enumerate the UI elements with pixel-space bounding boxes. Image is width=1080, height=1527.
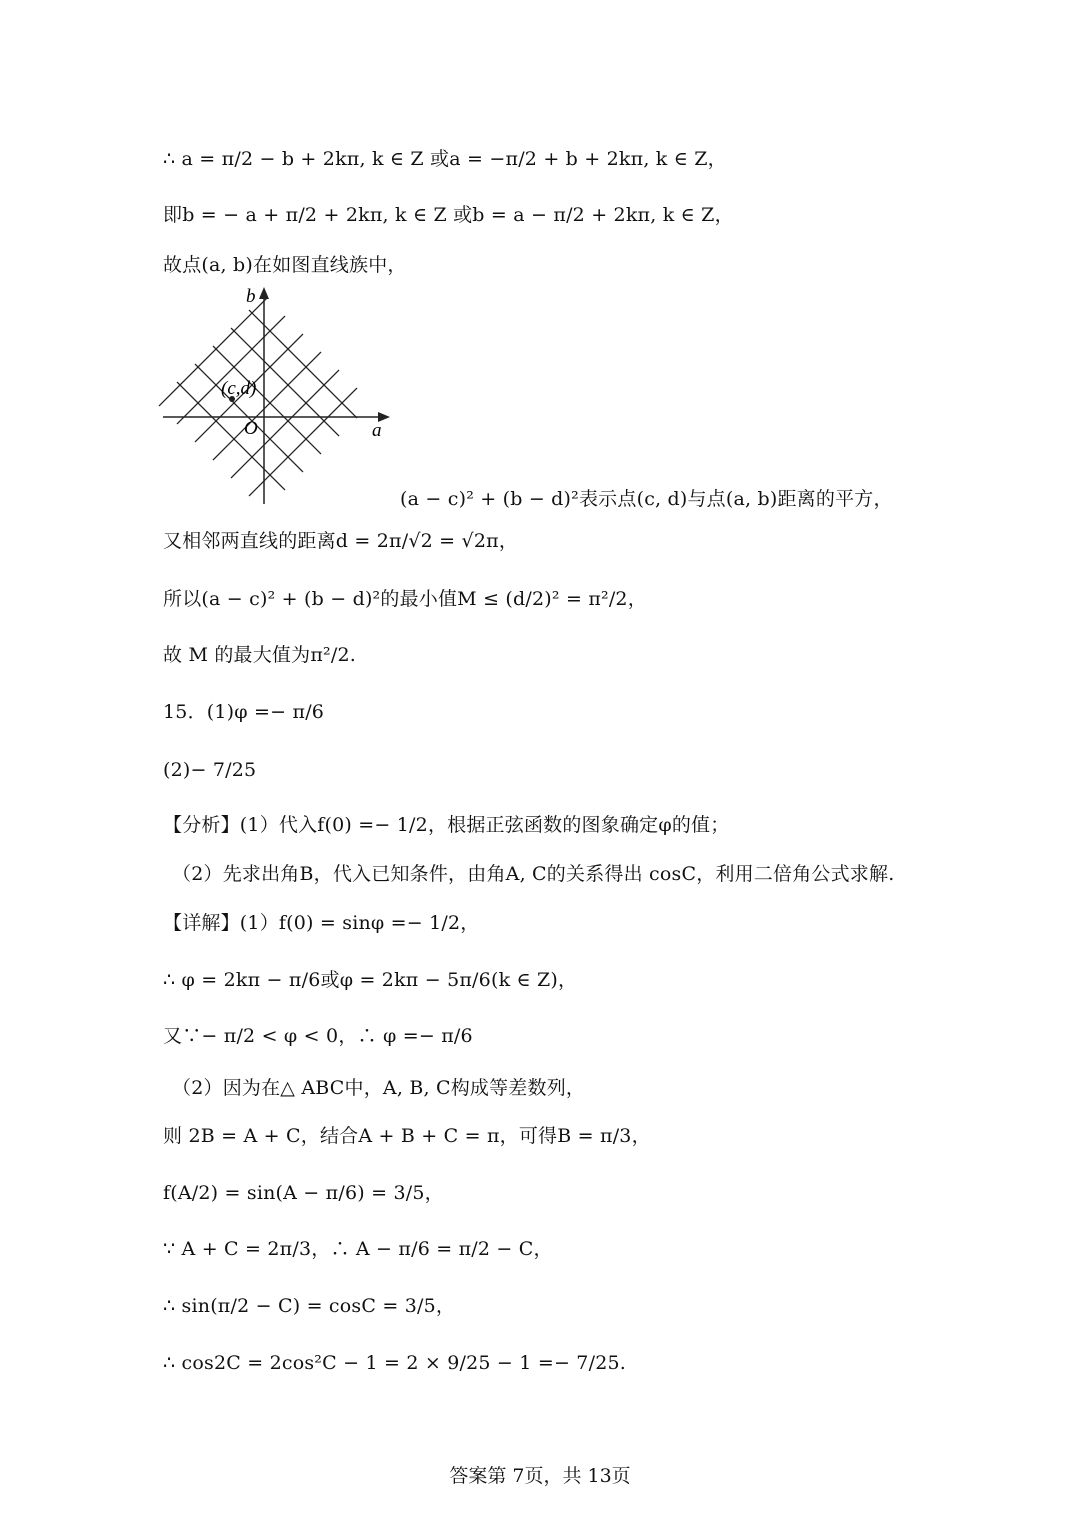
- line-8: 15．(1)φ =− π/6: [163, 701, 325, 723]
- line-10: 【分析】(1）代入f(0) =− 1/2，根据正弦函数的图象确定φ的值；: [163, 814, 730, 836]
- line-1: ∴ a = π/2 − b + 2kπ, k ∈ Z 或a = −π/2 + b + 2kπ, k ∈ Z，: [163, 148, 727, 170]
- b-axis-label: b: [246, 286, 256, 307]
- b-axis-arrow-icon: [259, 287, 269, 299]
- line-13: ∴ φ = 2kπ − π/6或φ = 2kπ − 5π/6(k ∈ Z)，: [163, 969, 578, 991]
- line-16: 则 2B = A + C，结合A + B + C = π，可得B = π/3，: [163, 1125, 651, 1147]
- a-axis-label: a: [372, 420, 382, 441]
- line-7: 故 M 的最大值为π²/2.: [163, 644, 356, 666]
- line-20: ∴ cos2C = 2cos²C − 1 = 2 × 9/25 − 1 =− 7/25.: [163, 1352, 627, 1374]
- line-15: （2）因为在△ ABC中，A, B, C构成等差数列，: [172, 1077, 586, 1099]
- origin-label: O: [244, 418, 258, 439]
- line-family-figure: [158, 282, 394, 512]
- line-17: f(A/2) = sin(A − π/6) = 3/5，: [163, 1182, 444, 1204]
- page-footer: 答案第 7页，共 13页: [449, 1465, 631, 1487]
- line-6: 所以(a − c)² + (b − d)²的最小值M ≤ (d/2)² = π²/2，: [163, 588, 647, 610]
- line-18: ∵ A + C = 2π/3，∴ A − π/6 = π/2 − C，: [163, 1238, 553, 1260]
- line-14: 又∵− π/2 < φ < 0，∴ φ =− π/6: [163, 1025, 473, 1047]
- line-4: (a − c)² + (b − d)²表示点(c, d)与点(a, b)距离的平方，: [400, 488, 893, 510]
- line-3: 故点(a, b)在如图直线族中，: [163, 254, 407, 276]
- line-11: （2）先求出角B，代入已知条件，由角A, C的关系得出 cosC，利用二倍角公式求解.: [172, 863, 895, 885]
- line-19: ∴ sin(π/2 − C) = cosC = 3/5，: [163, 1295, 456, 1317]
- line-12: 【详解】(1）f(0) = sinφ =− 1/2，: [163, 912, 480, 934]
- point-label: (c,d): [221, 378, 257, 399]
- line-2: 即b = − a + π/2 + 2kπ, k ∈ Z 或b = a − π/2 + 2kπ, k ∈ Z，: [163, 204, 734, 226]
- diagonal-line-family: [158, 282, 394, 512]
- line-5: 又相邻两直线的距离d = 2π/√2 = √2π，: [163, 530, 519, 552]
- line-9: (2)− 7/25: [163, 759, 257, 781]
